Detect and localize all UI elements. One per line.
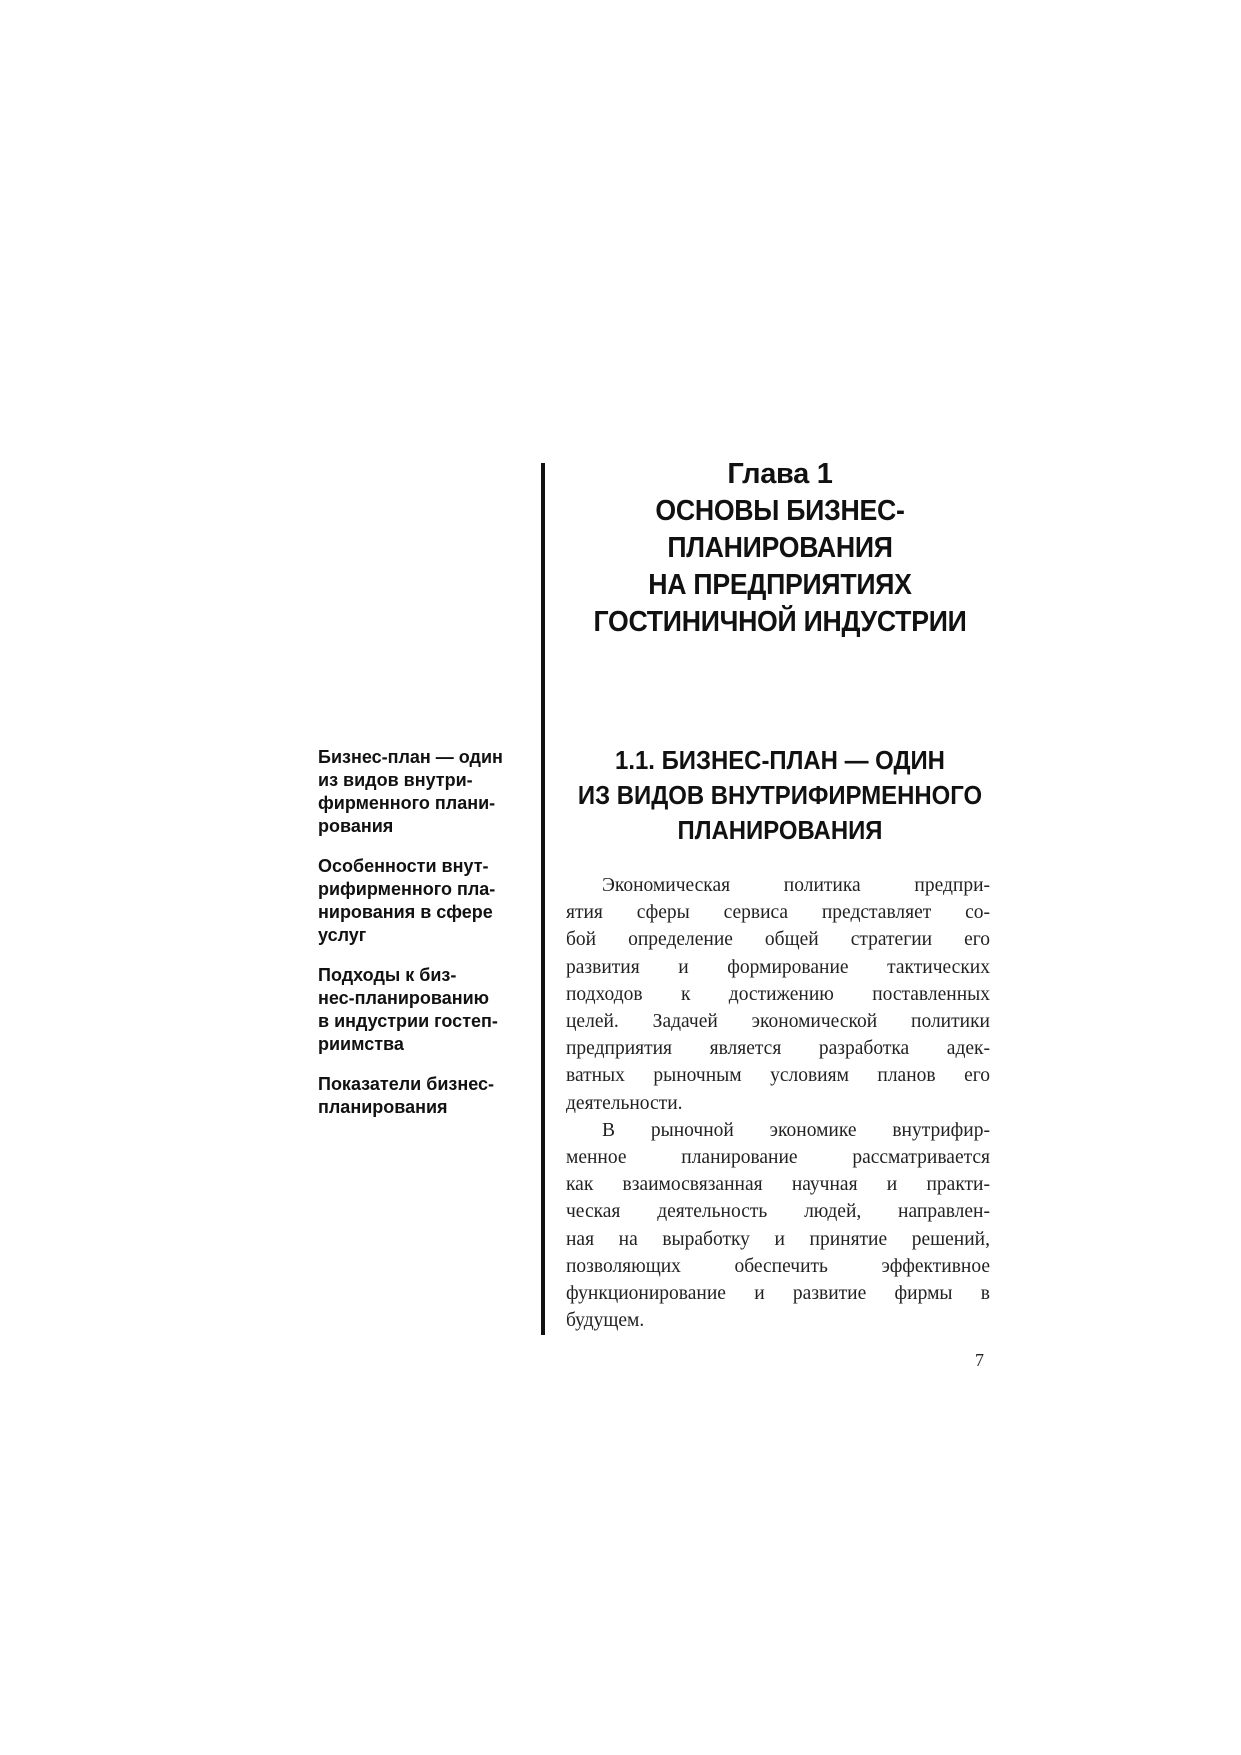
- text-line: ная на выработку и принятие решений,: [566, 1228, 990, 1250]
- section-title-line: ИЗ ВИДОВ ВНУТРИФИРМЕННОГО: [577, 780, 983, 810]
- chapter-label: Глава 1: [727, 458, 833, 490]
- sidebar-topic-line: Бизнес-план — один: [318, 747, 503, 767]
- text-line: ческая деятельность людей, направлен-: [566, 1201, 990, 1223]
- section-title-line: ПЛАНИРОВАНИЯ: [677, 815, 883, 845]
- text-line: бой определение общей стратегии его: [566, 929, 990, 951]
- text-line: будущем.: [566, 1310, 645, 1332]
- sidebar-topic: [318, 964, 528, 1056]
- section-title-line: 1.1. БИЗНЕС-ПЛАН — ОДИН: [615, 745, 945, 775]
- sidebar-topic: [318, 855, 528, 947]
- vertical-divider: [541, 463, 545, 1335]
- sidebar-topic-line: Показатели бизнес-: [318, 1074, 495, 1094]
- text-line: менное планирование рассматривается: [566, 1147, 990, 1169]
- section-heading: [560, 743, 1000, 848]
- text-line: развития и формирование тактических: [566, 956, 990, 978]
- text-line: В рыночной экономике внутрифир-: [602, 1119, 990, 1141]
- text-line: функционирование и развитие фирмы в: [566, 1283, 990, 1305]
- text-line: Экономическая политика предпри-: [602, 875, 990, 896]
- sidebar-topic-line: услуг: [318, 925, 367, 945]
- chapter-title-line: ОСНОВЫ БИЗНЕС-: [655, 495, 905, 527]
- text-line: позволяющих обеспечить эффективное: [566, 1255, 990, 1277]
- sidebar-topic-line: Особенности внут-: [318, 856, 489, 876]
- text-line: ятия сферы сервиса представляет со-: [566, 902, 990, 924]
- paragraph: [566, 1117, 990, 1335]
- chapter-title-line: НА ПРЕДПРИЯТИЯХ: [648, 569, 912, 601]
- text-line: ватных рыночным условиям планов его: [566, 1065, 990, 1087]
- sidebar-topic-line: фирменного плани-: [318, 793, 496, 813]
- sidebar-topic: [318, 746, 528, 838]
- text-line: предприятия является разработка адек-: [566, 1038, 990, 1060]
- page-number: 7: [975, 1350, 984, 1370]
- sidebar-topic-line: в индустрии гостеп-: [318, 1011, 498, 1031]
- chapter-heading: [560, 456, 1000, 641]
- sidebar-topic-line: риимства: [318, 1034, 404, 1054]
- sidebar-topic-line: Подходы к биз-: [318, 965, 457, 985]
- text-line: как взаимосвязанная научная и практи-: [566, 1174, 990, 1196]
- text-line: целей. Задачей экономической политики: [566, 1011, 990, 1033]
- sidebar-topic-line: рифирменного пла-: [318, 879, 496, 899]
- text-line: деятельности.: [566, 1092, 683, 1114]
- sidebar-topic-line: нес-планированию: [318, 988, 490, 1008]
- sidebar-topic-line: нирования в сфере: [318, 902, 493, 922]
- sidebar-topic: [318, 1073, 528, 1119]
- text-line: подходов к достижению поставленных: [566, 983, 990, 1005]
- chapter-title-line: ПЛАНИРОВАНИЯ: [667, 532, 893, 564]
- chapter-title-line: ГОСТИНИЧНОЙ ИНДУСТРИИ: [593, 606, 967, 638]
- sidebar-topics: [318, 746, 528, 1136]
- sidebar-topic-line: рования: [318, 816, 394, 836]
- body-text: [566, 872, 990, 1334]
- paragraph: [566, 872, 990, 1117]
- sidebar-topic-line: из видов внутри-: [318, 770, 473, 790]
- sidebar-topic-line: планирования: [318, 1097, 448, 1117]
